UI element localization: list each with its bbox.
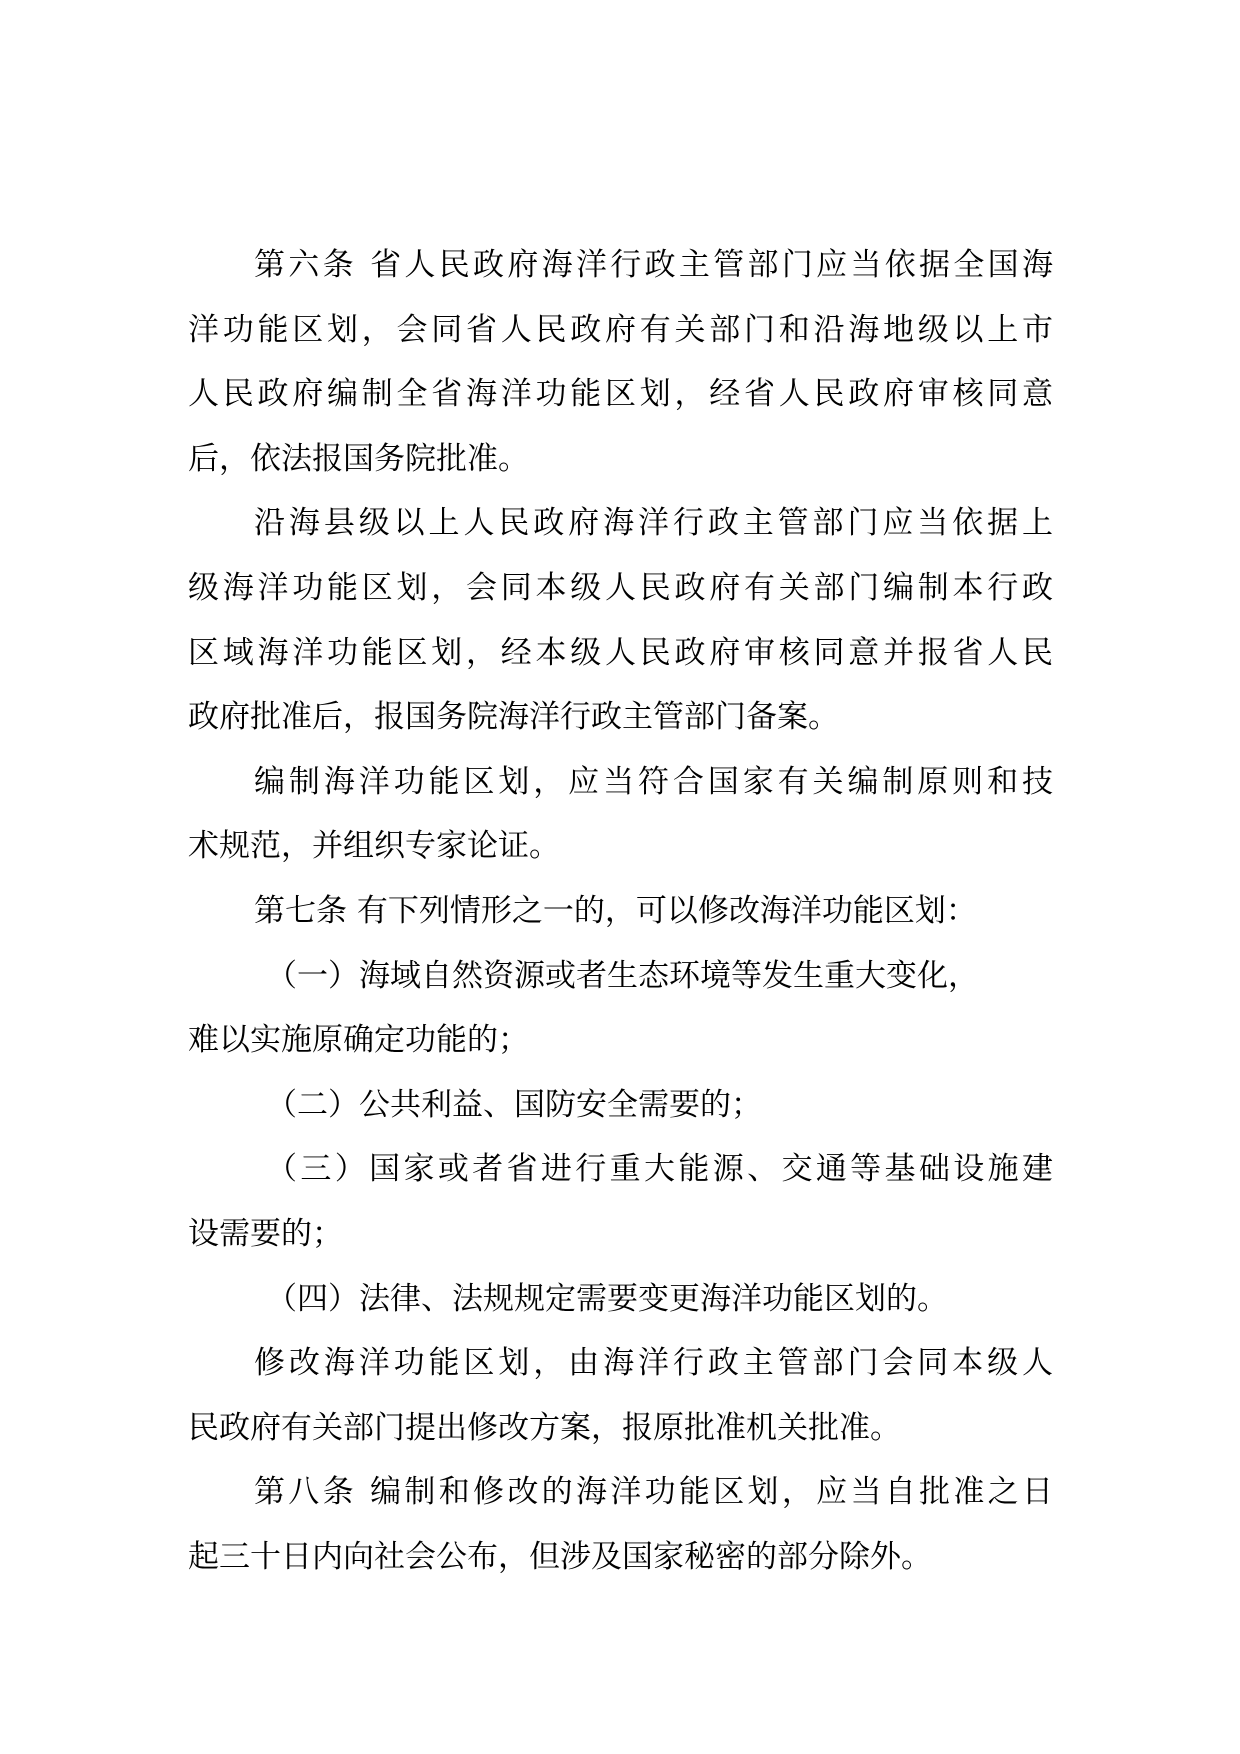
item-3-line-2: 设需要的； <box>188 1215 343 1252</box>
article-6-line-4: 后，依法报国务院批准。 <box>188 440 529 477</box>
article-8-line-1: 第八条 编制和修改的海洋功能区划，应当自批准之日 <box>254 1474 1053 1511</box>
document-page <box>188 233 1053 1589</box>
item-4: （四）法律、法规规定需要变更海洋功能区划的。 <box>266 1280 948 1317</box>
paragraph-compile-line-2: 术规范，并组织专家论证。 <box>188 828 560 865</box>
paragraph-compile-line-1: 编制海洋功能区划，应当符合国家有关编制原则和技 <box>254 763 1053 800</box>
article-8-line-2: 起三十日内向社会公布，但涉及国家秘密的部分除外。 <box>188 1538 932 1575</box>
article-7-heading: 第七条 有下列情形之一的，可以修改海洋功能区划： <box>254 892 977 929</box>
paragraph-modify-line-1: 修改海洋功能区划，由海洋行政主管部门会同本级人 <box>254 1345 1053 1382</box>
article-6-line-3: 人民政府编制全省海洋功能区划，经省人民政府审核同意 <box>188 376 1053 413</box>
item-1-line-2: 难以实施原确定功能的； <box>188 1022 529 1059</box>
paragraph-county-line-1: 沿海县级以上人民政府海洋行政主管部门应当依据上 <box>254 505 1053 542</box>
item-2: （二）公共利益、国防安全需要的； <box>266 1086 762 1123</box>
paragraph-county-line-3: 区域海洋功能区划，经本级人民政府审核同意并报省人民 <box>188 634 1053 671</box>
paragraph-county-line-2: 级海洋功能区划，会同本级人民政府有关部门编制本行政 <box>188 569 1053 606</box>
article-6-line-2: 洋功能区划，会同省人民政府有关部门和沿海地级以上市 <box>188 311 1053 348</box>
item-3-line-1: （三）国家或者省进行重大能源、交通等基础设施建 <box>266 1151 1053 1188</box>
item-1-line-1: （一）海域自然资源或者生态环境等发生重大变化， <box>266 957 979 994</box>
paragraph-modify-line-2: 民政府有关部门提出修改方案，报原批准机关批准。 <box>188 1409 901 1446</box>
paragraph-county-line-4: 政府批准后，报国务院海洋行政主管部门备案。 <box>188 699 839 736</box>
article-6-line-1: 第六条 省人民政府海洋行政主管部门应当依据全国海 <box>254 247 1053 283</box>
